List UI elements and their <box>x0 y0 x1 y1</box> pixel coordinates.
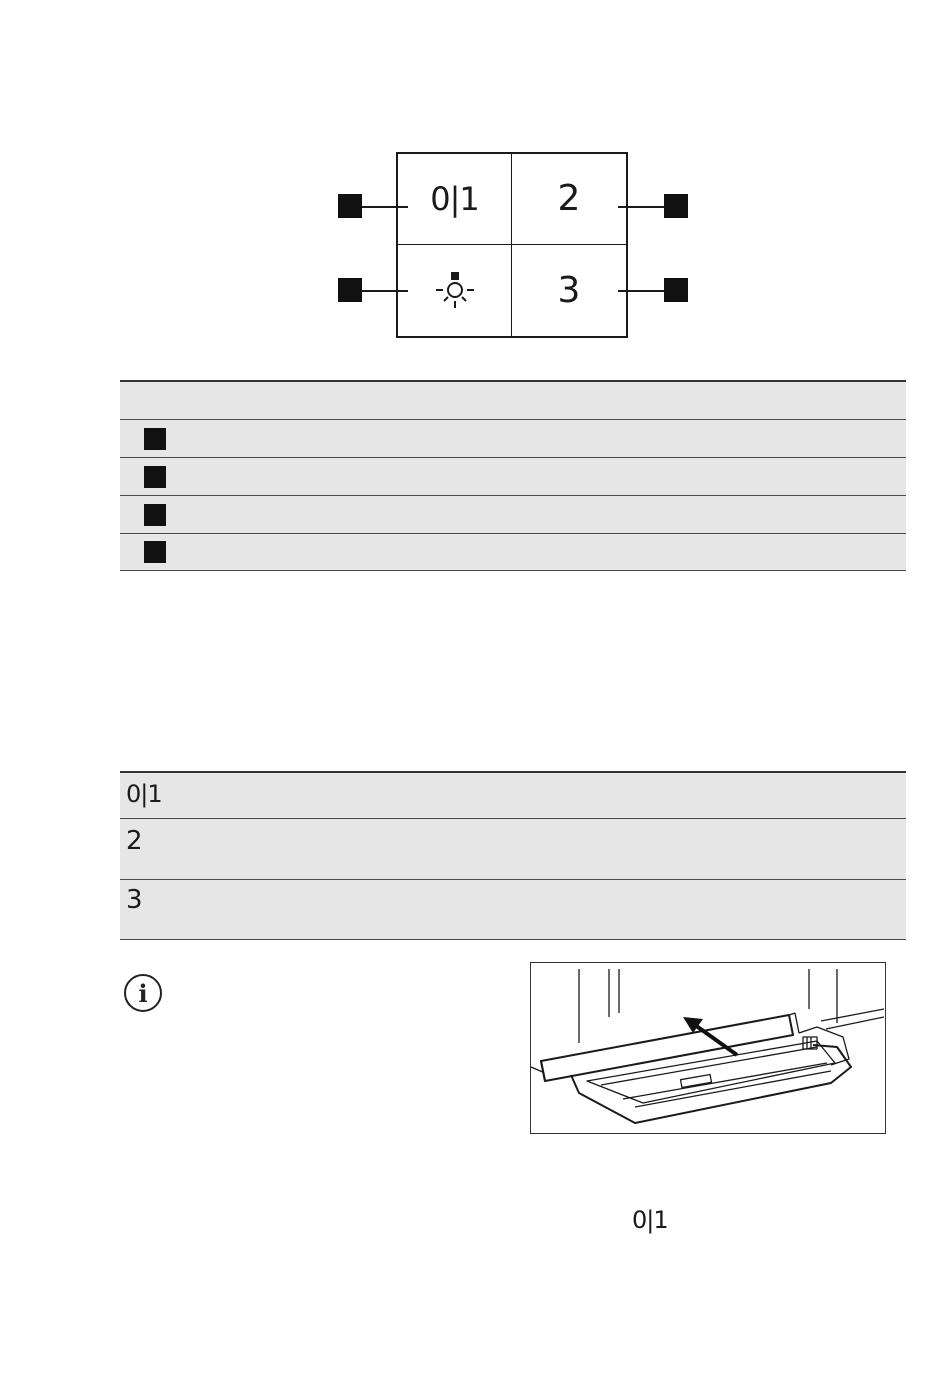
leader-line <box>362 206 408 208</box>
on-off-symbol: 0|1 <box>632 1206 668 1234</box>
callout-marker-top-left <box>338 194 362 218</box>
callout-marker <box>144 541 166 563</box>
hood-illustration <box>530 962 886 1134</box>
table-row <box>120 879 906 940</box>
table-row <box>120 495 906 533</box>
callout-marker <box>144 428 166 450</box>
row-label: 3 <box>126 885 143 915</box>
table-row <box>120 533 906 571</box>
table-row <box>120 457 906 495</box>
speeds-table <box>120 771 906 940</box>
leader-line <box>618 290 664 292</box>
control-panel <box>396 152 628 338</box>
table-row <box>120 818 906 879</box>
table-row <box>120 771 906 818</box>
callout-marker-bottom-left <box>338 278 362 302</box>
light-button[interactable] <box>398 245 512 336</box>
callout-marker <box>144 466 166 488</box>
table-row <box>120 419 906 457</box>
callout-marker-top-right <box>664 194 688 218</box>
on-off-button[interactable]: 0|1 <box>398 154 512 245</box>
table-header <box>120 380 906 419</box>
row-label: 2 <box>126 826 143 856</box>
light-bulb-icon <box>432 268 478 314</box>
speed-2-button[interactable]: 2 <box>512 154 626 245</box>
cooker-hood-drawing <box>531 963 884 1132</box>
row-label: 0|1 <box>126 780 162 808</box>
speed-3-button[interactable]: 3 <box>557 269 581 311</box>
callout-marker <box>144 504 166 526</box>
info-icon: i <box>124 974 162 1012</box>
functions-table <box>120 380 906 571</box>
leader-line <box>618 206 664 208</box>
callout-marker-bottom-right <box>664 278 688 302</box>
leader-line <box>362 290 408 292</box>
